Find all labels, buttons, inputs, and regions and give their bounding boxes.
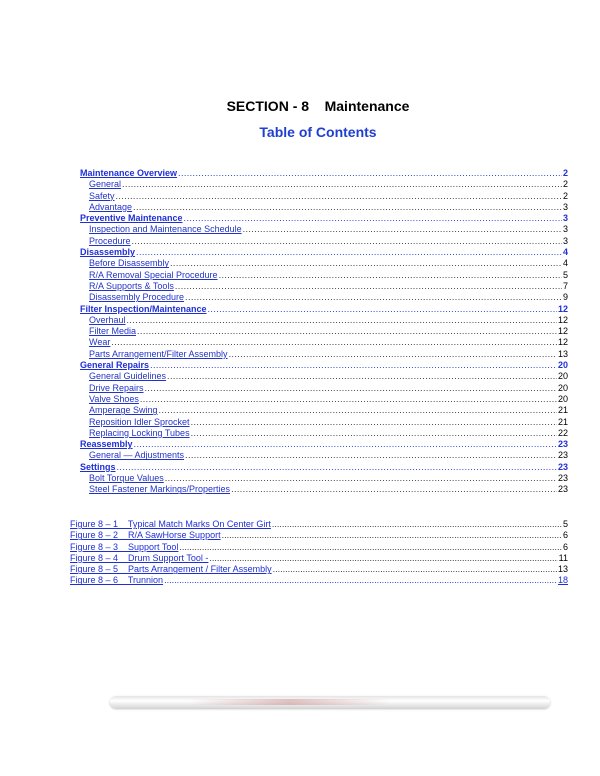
toc-section-entry[interactable] [80,462,568,473]
dot-leader [137,326,557,337]
figure-link[interactable]: Figure 8 – 1 Typical Match Marks On Center Girt [70,519,271,529]
toc-page-number: 5 [562,269,568,280]
toc-entry-link[interactable]: General Repairs [80,360,150,371]
dot-leader [219,270,562,281]
toc-title: Table of Contents [259,124,377,140]
toc-entry-link[interactable]: Reposition Idler Sprocket [89,416,190,427]
dot-leader [231,484,557,495]
toc-entry-link[interactable]: Steel Fastener Markings/Properties [89,484,231,495]
figure-entry[interactable] [70,542,568,553]
toc-entry-link[interactable]: Bolt Torque Values [89,473,164,484]
toc-entry-link[interactable]: Wear [89,337,111,348]
toc-section-entry[interactable] [80,168,568,179]
toc-entry-link[interactable]: Before Disassembly [89,258,170,269]
toc-subsection-entry[interactable] [89,292,568,303]
dot-leader [150,360,557,371]
toc-page-number: 12 [557,326,568,337]
figure-entry[interactable] [70,575,568,586]
dot-leader [191,417,557,428]
toc-entry-link[interactable]: Preventive Maintenance [80,213,183,224]
dot-leader [117,462,557,473]
dot-leader [184,213,562,224]
dot-leader [132,236,562,247]
dot-leader [222,530,562,541]
toc-subsection-entry[interactable] [89,428,568,439]
toc-entry-link[interactable]: Drive Repairs [89,382,144,393]
toc-subsection-entry[interactable] [89,417,568,428]
toc-entry-link[interactable]: Inspection and Maintenance Schedule [89,224,242,235]
figure-page-number: 6 [562,541,568,552]
dot-leader [134,439,557,450]
list-of-figures [70,519,568,587]
figure-link[interactable]: Figure 8 – 2 R/A SawHorse Support [70,530,221,541]
toc-page-number: 23 [557,439,568,450]
toc-page-number: 20 [557,360,568,371]
toc-page-number: 21 [557,416,568,427]
toc-page-number: 12 [557,337,568,348]
dot-leader [229,349,557,360]
toc-entry-link[interactable]: Maintenance Overview [80,168,178,178]
dot-leader [140,394,557,405]
toc-page-number: 7 [562,280,568,291]
toc-subsection-entry[interactable] [89,405,568,416]
figure-entry[interactable] [70,553,568,564]
toc-subsection-entry[interactable] [89,270,568,281]
figure-link[interactable]: Figure 8 – 5 Parts Arrangement / Filter Assembly [70,564,272,575]
dot-leader [127,315,557,326]
toc-subsection-entry[interactable] [89,202,568,213]
toc-subsection-entry[interactable] [89,371,568,382]
footer-smudge [190,699,390,705]
dot-leader [185,450,557,461]
toc-subsection-entry[interactable] [89,484,568,495]
dot-leader [185,292,562,303]
toc-entry-link[interactable]: Overhaul [89,314,126,325]
toc-entry-link[interactable]: Disassembly [80,247,136,258]
toc-entry-link[interactable]: Filter Media [89,326,137,337]
toc-subsection-entry[interactable] [89,349,568,360]
toc-section-entry[interactable] [80,304,568,315]
toc-entry-link[interactable]: General Guidelines [89,371,167,382]
figure-page-number: 11 [558,552,568,563]
toc-subsection-entry[interactable] [89,281,568,292]
toc-subsection-entry[interactable] [89,337,568,348]
toc-subsection-entry[interactable] [89,473,568,484]
toc-subsection-entry[interactable] [89,236,568,247]
figure-page-number: 13 [557,564,568,575]
toc-subsection-entry[interactable] [89,326,568,337]
figure-page-number: 6 [562,530,568,541]
figure-entry[interactable] [70,530,568,541]
dot-leader [167,371,557,382]
toc-subsection-entry[interactable] [89,315,568,326]
toc-section-entry[interactable] [80,439,568,450]
dot-leader [191,428,557,439]
figure-link[interactable]: Figure 8 – 6 Trunnion [70,575,164,586]
toc-page-number: 3 [562,213,568,224]
toc-entry-link[interactable]: Settings [80,461,116,472]
dot-leader [170,258,562,269]
toc-page-number: 3 [562,201,568,212]
toc-page-number: 23 [557,473,568,484]
dot-leader [273,564,557,575]
toc-entry-link[interactable]: Parts Arrangement/Filter Assembly [89,348,228,359]
toc-page-number: 20 [557,382,568,393]
toc-page-number: 2 [562,179,568,190]
toc-entry-link[interactable]: Replacing Locking Tubes [89,427,190,438]
toc-page-number: 12 [557,303,568,314]
toc-subsection-entry[interactable] [89,179,568,190]
figure-page-number: 5 [562,519,568,529]
toc-page-number: 20 [557,371,568,382]
toc-page-number: 3 [562,235,568,246]
toc-page-number: 3 [562,224,568,235]
toc-entry-link[interactable]: Amperage Swing [89,405,158,416]
dot-leader [122,179,562,190]
dot-leader [159,405,557,416]
dot-leader [165,473,557,484]
toc-section-entry[interactable] [80,360,568,371]
figure-page-number: 18 [557,575,568,586]
dot-leader [116,191,562,202]
toc-entry-link[interactable]: Valve Shoes [89,393,139,404]
toc-subsection-entry[interactable] [89,191,568,202]
toc-section-entry[interactable] [80,247,568,258]
toc-entry-link[interactable]: Safety [89,190,115,201]
toc-page-number: 4 [562,247,568,258]
toc-subsection-entry[interactable] [89,383,568,394]
section-number: SECTION - 8 [226,98,310,114]
dot-leader [175,281,562,292]
dot-leader [209,553,557,564]
toc-entry-link[interactable]: Advantage [89,201,133,212]
figure-entry[interactable] [70,519,568,530]
toc-page-number: 23 [557,450,568,461]
toc-page-number: 2 [562,190,568,201]
figure-link[interactable]: Figure 8 – 4 Drum Support Tool - [70,552,209,563]
toc-page-number: 2 [562,168,568,178]
figure-link[interactable]: Figure 8 – 3 Support Tool [70,541,179,552]
toc-entry-link[interactable]: General — Adjustments [89,450,185,461]
dot-leader [133,202,562,213]
toc-page-number: 4 [562,258,568,269]
toc-page-number: 23 [557,461,568,472]
toc-page-number: 21 [557,405,568,416]
dot-leader [178,168,562,179]
toc-entry-link[interactable]: Disassembly Procedure [89,292,185,303]
dot-leader [164,575,557,586]
toc-page-number: 22 [557,427,568,438]
toc-subsection-entry[interactable] [89,224,568,235]
dot-leader [136,247,562,258]
toc-entry-link[interactable]: R/A Supports & Tools [89,280,174,291]
toc-subsection-entry[interactable] [89,258,568,269]
toc-page-number: 9 [562,292,568,303]
dot-leader [179,542,562,553]
toc-entry-link[interactable]: Reassembly [80,439,133,450]
toc-entry-link[interactable]: General [89,179,122,190]
section-title [0,98,600,114]
table-of-contents [0,168,600,496]
footer-divider [110,696,550,708]
dot-leader [272,519,562,530]
toc-subsection-entry[interactable] [89,450,568,461]
dot-leader [145,383,557,394]
toc-entry-link[interactable]: Filter Inspection/Maintenance [80,303,207,314]
toc-page-number: 20 [557,393,568,404]
toc-section-entry[interactable] [80,213,568,224]
toc-page-number: 23 [557,484,568,495]
figure-entry[interactable] [70,564,568,575]
dot-leader [208,304,557,315]
dot-leader [111,337,557,348]
section-name: Maintenance [324,98,410,114]
toc-entry-link[interactable]: Procedure [89,235,131,246]
toc-entry-link[interactable]: R/A Removal Special Procedure [89,269,218,280]
toc-page-number: 13 [557,348,568,359]
toc-page-number: 12 [557,314,568,325]
dot-leader [243,224,562,235]
toc-subsection-entry[interactable] [89,394,568,405]
